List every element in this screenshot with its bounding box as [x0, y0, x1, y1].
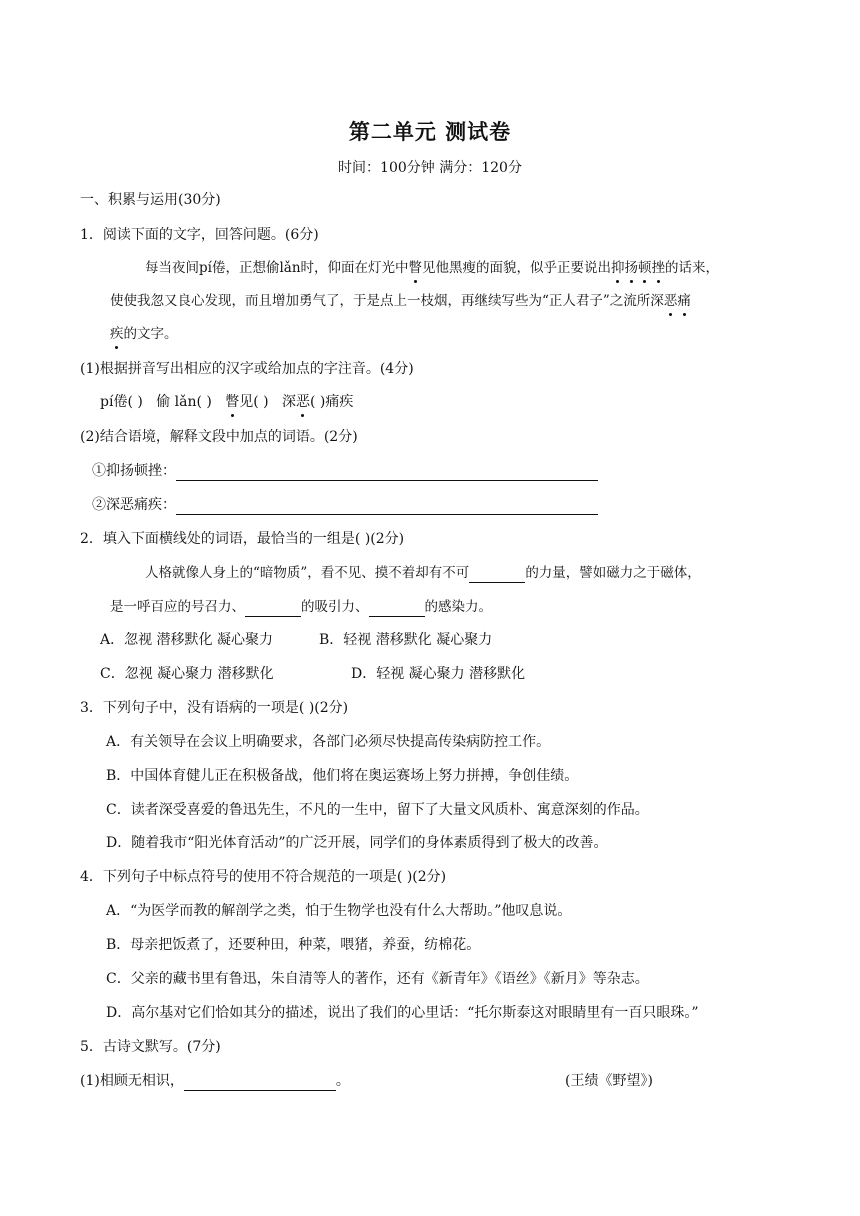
option-d[interactable]: D．轻视 凝心聚力 潜移默化 [351, 666, 526, 682]
option-d[interactable]: D．高尔基对它们恰如其分的描述，说出了我们的心里话：“托尔斯泰这对眼睛里有一百只眼珠。” [106, 1005, 699, 1021]
passage-line-3 [110, 324, 178, 344]
option-b[interactable]: B．中国体育健儿正在积极备战，他们将在奥运赛场上努力拼搏，争创佳绩。 [106, 768, 579, 784]
answer-line[interactable] [176, 465, 598, 481]
answer-blank[interactable]: 见( ) [239, 394, 269, 410]
option-b[interactable]: B．母亲把饭煮了，还要种田，种菜，喂猪，养蚕，纺棉花。 [106, 937, 481, 953]
page-title: 第二单元 测试卷 [348, 119, 512, 144]
passage-text: 每当夜间 [145, 260, 199, 276]
fill-blank[interactable] [469, 567, 525, 583]
dotted-char: 痛 [677, 293, 691, 309]
answer-blank[interactable]: 偷 lǎn( ) [156, 394, 212, 410]
dotted-char: 瞥 [225, 394, 240, 410]
q2-passage-line-1 [145, 563, 701, 583]
dotted-char: 扬 [624, 260, 639, 276]
passage-text: 的感染力。 [424, 599, 492, 615]
passage-text: 人格就像人身上的“暗物质”，看不见、摸不着却有不可 [145, 565, 470, 581]
exam-info: 时间：100分钟 满分：120分 [338, 160, 522, 176]
pinyin-items [100, 392, 353, 412]
passage-text: 是一呼百应的号召力、 [110, 599, 245, 615]
dotted-char: 疾 [110, 326, 124, 342]
sub-question-1-label: (1)根据拼音写出相应的汉字或给加点的字注音。(4分) [80, 361, 414, 377]
passage-text: 时，仰面在灯光中 [300, 260, 409, 276]
question-3-stem: 3．下列句子中，没有语病的一项是( )(2分) [80, 700, 349, 716]
question-2-stem: 2．填入下面横线处的词语，最恰当的一组是( )(2分) [80, 531, 405, 547]
passage-text: 的吸引力、 [301, 599, 369, 615]
option-a[interactable]: A．有关领导在会议上明确要求，各部门必须尽快提高传染病防控工作。 [106, 734, 551, 750]
passage-text: 使使我忽又良心发现，而且增加勇气了，于是点上一枝烟，再继续写些为“正人君子”之流所深 [110, 293, 664, 309]
option-a[interactable]: A．“为医学而教的解剖学之类，怕于生物学也没有什么大帮助。”他叹息说。 [106, 903, 572, 919]
passage-text: 见他黑瘦的面貌，似乎正要说出 [422, 260, 612, 276]
dotted-char: 恶 [295, 394, 310, 410]
dotted-char: 顿 [638, 260, 652, 276]
dotted-char: 瞥 [408, 260, 423, 276]
dotted-char: 挫 [651, 260, 666, 276]
poem-line-1 [80, 1071, 350, 1091]
option-c[interactable]: C．忽视 凝心聚力 潜移默化 [100, 666, 274, 682]
question-4-stem: 4．下列句子中标点符号的使用不符合规范的一项是( )(2分) [80, 869, 447, 885]
passage-text: 的文字。 [123, 326, 178, 342]
question-5-stem: 5．古诗文默写。(7分) [80, 1039, 221, 1055]
fill-blank[interactable] [184, 1075, 336, 1091]
item-label: ①抑扬顿挫： [92, 463, 176, 479]
passage-line-2 [110, 291, 691, 311]
answer-line[interactable] [176, 499, 598, 515]
sub-question-2-label: (2)结合语境，解释文段中加点的词语。(2分) [80, 429, 358, 445]
passage-text: 倦，正想偷 [211, 260, 280, 276]
answer-blank[interactable]: ( )痛疾 [309, 394, 354, 410]
question-1-stem: 1．阅读下面的文字，回答问题。(6分) [80, 227, 319, 243]
poem-source: (王绩《野望》) [565, 1073, 653, 1089]
poem-text: 。 [335, 1073, 350, 1089]
passage-text: 的话来， [665, 260, 720, 276]
passage-line-1 [145, 258, 719, 278]
dotted-char: 抑 [611, 260, 625, 276]
fill-blank[interactable] [369, 601, 425, 617]
fill-blank[interactable] [245, 601, 301, 617]
option-a[interactable]: A．忽视 潜移默化 凝心聚力 [100, 632, 274, 648]
passage-text: 的力量，譬如磁力之于磁体， [525, 565, 701, 581]
option-c[interactable]: C．读者深受喜爱的鲁迅先生，不凡的一生中，留下了大量文风质朴、寓意深刻的作品。 [106, 802, 649, 818]
explain-item-2 [92, 495, 598, 515]
option-d[interactable]: D．随着我市“阳光体育活动”的广泛开展，同学们的身体素质得到了极大的改善。 [106, 835, 608, 851]
q2-passage-line-2 [110, 597, 492, 617]
pinyin-lan: lǎn [279, 260, 301, 276]
option-c[interactable]: C．父亲的藏书里有鲁迅，朱自清等人的著作，还有《新青年》《语丝》《新月》等杂志。 [106, 971, 649, 987]
dotted-char: 恶 [663, 293, 678, 309]
answer-blank[interactable]: pí倦( ) [100, 394, 143, 410]
item-label: ②深恶痛疾： [92, 497, 176, 513]
pinyin-pi: pí [199, 260, 212, 276]
passage-text: 深 [281, 394, 296, 410]
section-heading: 一、积累与运用(30分) [80, 192, 221, 208]
option-b[interactable]: B．轻视 潜移默化 凝心聚力 [319, 632, 493, 648]
explain-item-1 [92, 461, 598, 481]
poem-text: (1)相顾无相识， [80, 1073, 184, 1089]
